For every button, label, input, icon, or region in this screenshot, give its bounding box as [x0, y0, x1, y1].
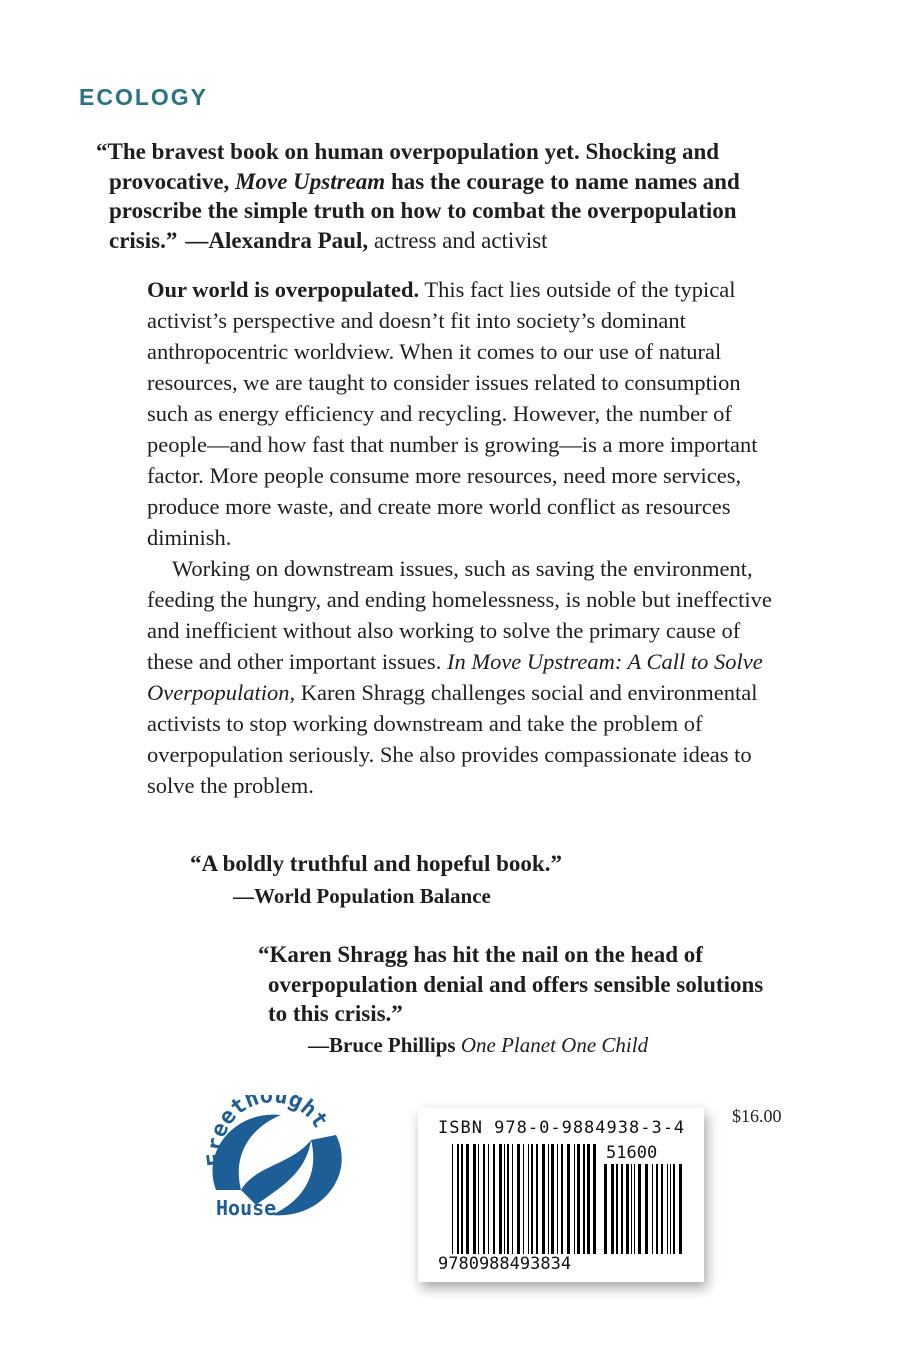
barcode-bar [604, 1164, 607, 1254]
barcode-bar [621, 1164, 623, 1254]
barcode-bar [478, 1144, 479, 1254]
endorsement-2-text: “A boldly truthful and hopeful book.” [190, 851, 562, 876]
barcode-bar [512, 1144, 513, 1254]
barcode-bar [536, 1144, 538, 1254]
barcode-bar [577, 1144, 580, 1254]
description-paragraph-1 [147, 274, 787, 553]
barcode-bar [631, 1164, 632, 1254]
barcode-bar [616, 1164, 618, 1254]
publisher-name-line2: House [216, 1196, 277, 1220]
barcode-bar [587, 1144, 590, 1254]
category-label: ECOLOGY [79, 84, 209, 110]
barcode-bar [645, 1164, 648, 1254]
endorsement-2-attribution: —World Population Balance [233, 884, 491, 908]
barcode-bar [574, 1144, 575, 1254]
barcode-bar [493, 1144, 495, 1254]
endorsement-3 [258, 940, 788, 1060]
barcode-label [418, 1108, 704, 1282]
barcode-bar [457, 1144, 459, 1254]
barcode-graphic [418, 1108, 704, 1282]
publisher-name-line1: Freethought [202, 1095, 333, 1168]
barcode-bar [673, 1164, 675, 1254]
endorsement-role: actress and activist [368, 227, 548, 253]
barcode-bar [504, 1144, 505, 1254]
isbn-number: ISBN 978-0-9884938-3-4 [438, 1118, 686, 1138]
addon-bars [604, 1164, 682, 1254]
description-book-full-title: In Move Upstream: A Call to Solve Overpopulation, [147, 649, 763, 705]
price: $16.00 [732, 1106, 782, 1126]
barcode-bar [661, 1164, 663, 1254]
barcode-bar [531, 1144, 533, 1254]
barcode-bar [483, 1144, 485, 1254]
barcode-bar [517, 1144, 520, 1254]
barcode-bar [523, 1144, 524, 1254]
description-paragraph-2 [147, 553, 787, 801]
barcode-bar [461, 1144, 463, 1254]
barcode-bar [561, 1144, 563, 1254]
endorsement-text-rest: has the courage to name names and proscribe the simple truth on how to combat the overpopulation crisis.” [109, 168, 740, 253]
ean-digits: 9780988493834 [438, 1254, 572, 1274]
endorsement-2 [190, 848, 690, 912]
description-lead: Our world is overpopulated. [147, 277, 420, 302]
barcode-bar [634, 1164, 635, 1254]
barcode-bar [583, 1144, 585, 1254]
barcode-bar [466, 1144, 469, 1254]
barcode-bar [652, 1164, 653, 1254]
barcode-bar [567, 1144, 570, 1254]
barcode-bar [667, 1164, 668, 1254]
barcode-bar [670, 1164, 671, 1254]
endorsement-book-title: Move Upstream [235, 168, 386, 194]
barcode-bar [473, 1144, 476, 1254]
description-p2-end: Karen Shragg challenges social and environmental activists to stop working downstream and take the problem of overpopulation seriously. She also provides compassionate ideas to solve the problem. [147, 680, 758, 798]
barcode-bar [557, 1144, 558, 1254]
barcode-bar [656, 1164, 658, 1254]
description-p2-start: Working on downstream issues, such as saving the environment, feeding the hungry, and ending homelessness, is noble but ineffective and inefficient without also working to solve the primary cause of these and other important issues. [147, 556, 772, 674]
barcode-bar [551, 1144, 554, 1254]
publisher-logo [196, 1095, 356, 1235]
endorsement-attribution: —Alexandra Paul, [185, 227, 369, 253]
barcode-bar [626, 1164, 629, 1254]
ean-bars [452, 1144, 596, 1254]
endorsement-3-text: “Karen Shragg has hit the nail on the head of overpopulation denial and offers sensible solutions to this crisis.” [258, 942, 764, 1026]
description-p1-text: This fact lies outside of the typical activist’s perspective and doesn’t fit into society’s dominant anthropocentric worldview. When it comes to our use of natural resources, we are taught to consider issues related to consumption such as energy efficiency and recycling. However, the number of people—and how fast that number is growing—is a more important factor. More people consume more resources, need more services, produce more waste, and create more world conflict as resources diminish. [147, 277, 758, 550]
endorsement-text-open: “The bravest book on human overpopulation yet. Shocking and provocative, [96, 139, 720, 194]
barcode-bar [542, 1144, 545, 1254]
endorsement-3-name: —Bruce Phillips [308, 1032, 456, 1057]
barcode-bar [507, 1144, 509, 1254]
publisher-swirl-icon [196, 1095, 356, 1235]
endorsement-3-attribution [268, 1031, 788, 1061]
lead-endorsement [96, 137, 829, 255]
endorsement-3-org: One Planet One Child [455, 1032, 649, 1057]
barcode-bar [528, 1144, 529, 1254]
book-description [147, 274, 787, 801]
barcode-bar [679, 1164, 682, 1254]
barcode-bar [452, 1144, 453, 1254]
barcode-bar [488, 1144, 489, 1254]
barcode-bar [548, 1144, 549, 1254]
addon-digits: 51600 [606, 1143, 658, 1163]
barcode-bar [593, 1144, 596, 1254]
barcode-bar [499, 1144, 502, 1254]
barcode-bar [638, 1164, 641, 1254]
barcode-bar [611, 1164, 614, 1254]
svg-text:Freethought [203, 1095, 332, 1168]
